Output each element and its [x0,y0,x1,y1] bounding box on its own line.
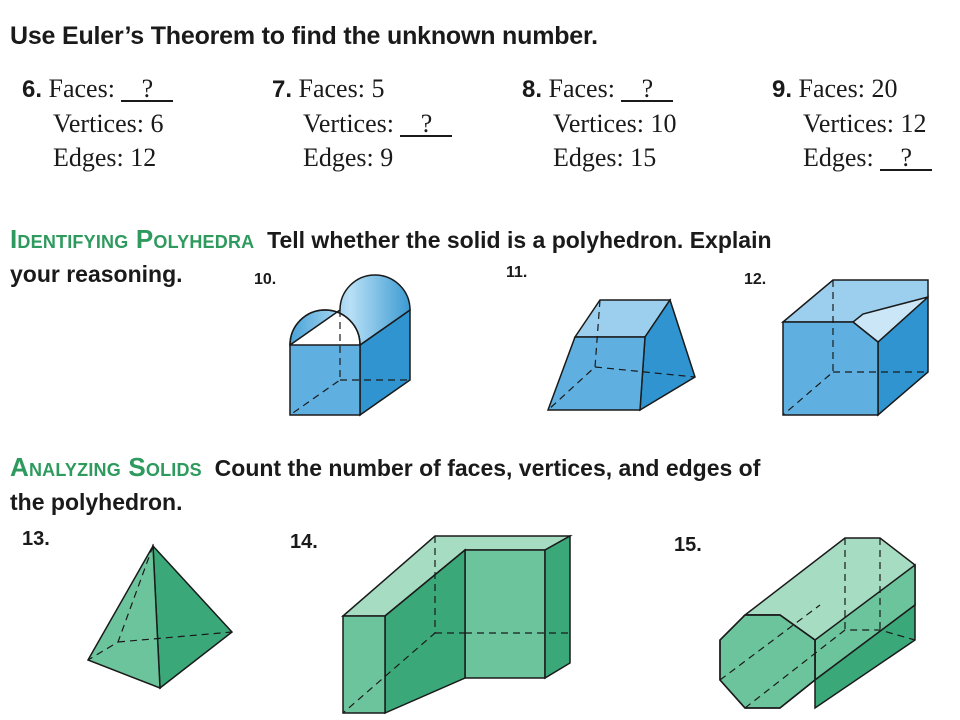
vertices-value: 12 [900,109,927,138]
figure-label-10: 10. [254,271,277,288]
vertices-label: Vertices: [803,109,894,138]
figure-10-arched-solid [270,270,430,430]
section-title: Identifying Polyhedra [10,224,255,254]
faces-label: Faces: [798,74,865,103]
figure-label-12: 12. [744,271,767,288]
figure-label-13: 13. [22,528,50,550]
faces-label: Faces: [48,74,115,103]
edges-value: 9 [380,143,394,172]
faces-blank: ? [121,78,173,102]
figure-label-14: 14. [290,531,318,553]
edges-value: 12 [130,143,157,172]
vertices-label: Vertices: [303,109,394,138]
figure-14-l-prism [335,528,580,718]
vertices-blank: ? [400,113,452,137]
edges-value: 15 [630,143,657,172]
faces-label: Faces: [548,74,615,103]
problem-9 [772,72,932,175]
vertices-label: Vertices: [53,109,144,138]
figure-label-11: 11. [506,264,528,281]
page-heading: Use Euler’s Theorem to find the unknown number. [10,22,598,50]
section-instruction-cont: the polyhedron. [10,489,183,515]
edges-blank: ? [880,147,932,171]
figure-15-octagonal-prism [715,530,930,715]
faces-blank: ? [621,78,673,102]
section-instruction: Tell whether the solid is a polyhedron. Explain [267,227,772,253]
problem-number: 8. [522,76,543,103]
problem-number: 9. [772,76,793,103]
figure-12-cut-cube [778,272,938,422]
vertices-value: 6 [150,109,164,138]
section-title: Analyzing Solids [10,452,202,482]
vertices-value: 10 [650,109,677,138]
problem-7 [272,72,452,175]
faces-value: 5 [371,74,385,103]
faces-value: 20 [871,74,898,103]
section-instruction-cont: your reasoning. [10,261,183,287]
problem-6 [22,72,173,175]
figure-label-15: 15. [674,534,702,556]
problem-number: 6. [22,76,43,103]
problem-8 [522,72,676,175]
faces-label: Faces: [298,74,365,103]
vertices-label: Vertices: [553,109,644,138]
problem-number: 7. [272,76,293,103]
figure-13-pyramid [80,540,240,695]
edges-label: Edges: [803,143,874,172]
figure-11-frustum [540,292,700,417]
analyzing-section-header [10,450,760,519]
edges-label: Edges: [303,143,374,172]
edges-label: Edges: [53,143,124,172]
edges-label: Edges: [553,143,624,172]
section-instruction: Count the number of faces, vertices, and edges of [214,455,761,481]
